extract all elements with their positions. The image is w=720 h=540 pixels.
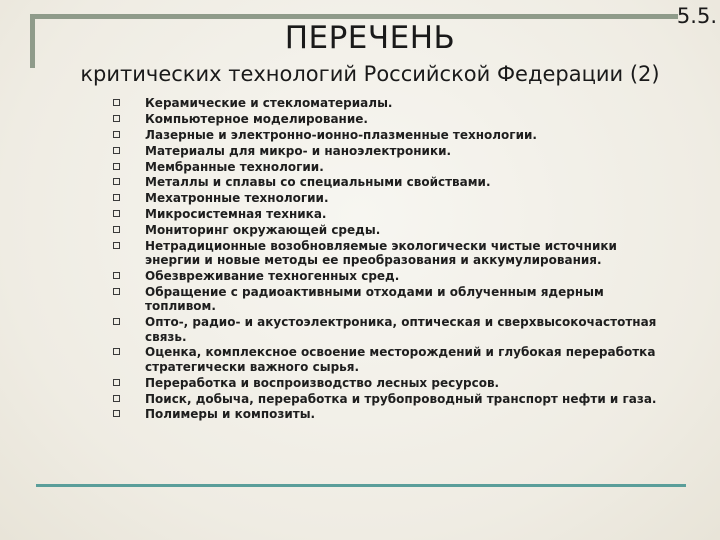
slide-number: 5.5. (676, 4, 717, 28)
list-item (113, 207, 673, 221)
list-item-text: Опто-, радио- и акустоэлектроника, оптическая и сверхвысокочастотная связь. (145, 315, 657, 344)
list-item-text: Микросистемная техника. (145, 207, 327, 222)
list-item (113, 223, 673, 237)
list-item-text: Мембранные технологии. (145, 159, 324, 174)
list-item-text: Керамические и стекломатериалы. (145, 96, 393, 110)
square-bullet-icon (113, 242, 120, 249)
list-item-text: Обращение с радиоактивными отходами и облученным ядерным топливом. (145, 285, 604, 314)
square-bullet-icon (113, 115, 120, 122)
list-item-text: Оценка, комплексное освоение месторождений и глубокая переработка стратегически важного сырья. (145, 345, 656, 374)
list-item-text: Мехатронные технологии. (145, 191, 329, 206)
list-item (113, 160, 673, 174)
square-bullet-icon (113, 194, 120, 201)
list-item (113, 175, 673, 189)
square-bullet-icon (113, 163, 120, 170)
list-item-text: Полимеры и композиты. (145, 407, 316, 422)
technology-list (113, 96, 673, 423)
square-bullet-icon (113, 210, 120, 217)
list-item (113, 96, 673, 110)
list-item (113, 392, 673, 406)
list-item (113, 269, 673, 283)
page-subtitle: критических технологий Российской Федерации (2) (80, 62, 660, 86)
frame-top-bar (30, 14, 678, 19)
list-item-text: Мониторинг окружающей среды. (145, 223, 381, 238)
square-bullet-icon (113, 178, 120, 185)
list-item (113, 144, 673, 158)
square-bullet-icon (113, 147, 120, 154)
list-item (113, 112, 673, 126)
square-bullet-icon (113, 318, 120, 325)
list-item-text: Лазерные и электронно-ионно-плазменные технологии. (145, 127, 537, 142)
list-item-text: Переработка и воспроизводство лесных ресурсов. (145, 375, 500, 390)
square-bullet-icon (113, 410, 120, 417)
list-item-text: Обезвреживание техногенных сред. (145, 269, 400, 284)
list-item (113, 285, 673, 314)
square-bullet-icon (113, 226, 120, 233)
list-item (113, 315, 673, 344)
list-item-text: Нетрадиционные возобновляемые экологически чистые источники энергии и новые методы ее преобразования и аккумулирования. (145, 239, 617, 268)
list-item (113, 407, 673, 421)
list-item-text: Материалы для микро- и наноэлектроники. (145, 143, 452, 158)
square-bullet-icon (113, 131, 120, 138)
list-item-text: Металлы и сплавы со специальными свойствами. (145, 175, 491, 190)
footer-divider (36, 484, 686, 487)
square-bullet-icon (113, 272, 120, 279)
page-title: ПЕРЕЧЕНЬ (284, 20, 456, 56)
list-item-text: Компьютерное моделирование. (145, 111, 368, 126)
list-item (113, 191, 673, 205)
square-bullet-icon (113, 379, 120, 386)
list-item (113, 128, 673, 142)
square-bullet-icon (113, 99, 120, 106)
list-item (113, 239, 673, 268)
square-bullet-icon (113, 288, 120, 295)
square-bullet-icon (113, 348, 120, 355)
list-item (113, 345, 673, 374)
list-item (113, 376, 673, 390)
square-bullet-icon (113, 395, 120, 402)
list-item-text: Поиск, добыча, переработка и трубопроводный транспорт нефти и газа. (145, 391, 657, 406)
